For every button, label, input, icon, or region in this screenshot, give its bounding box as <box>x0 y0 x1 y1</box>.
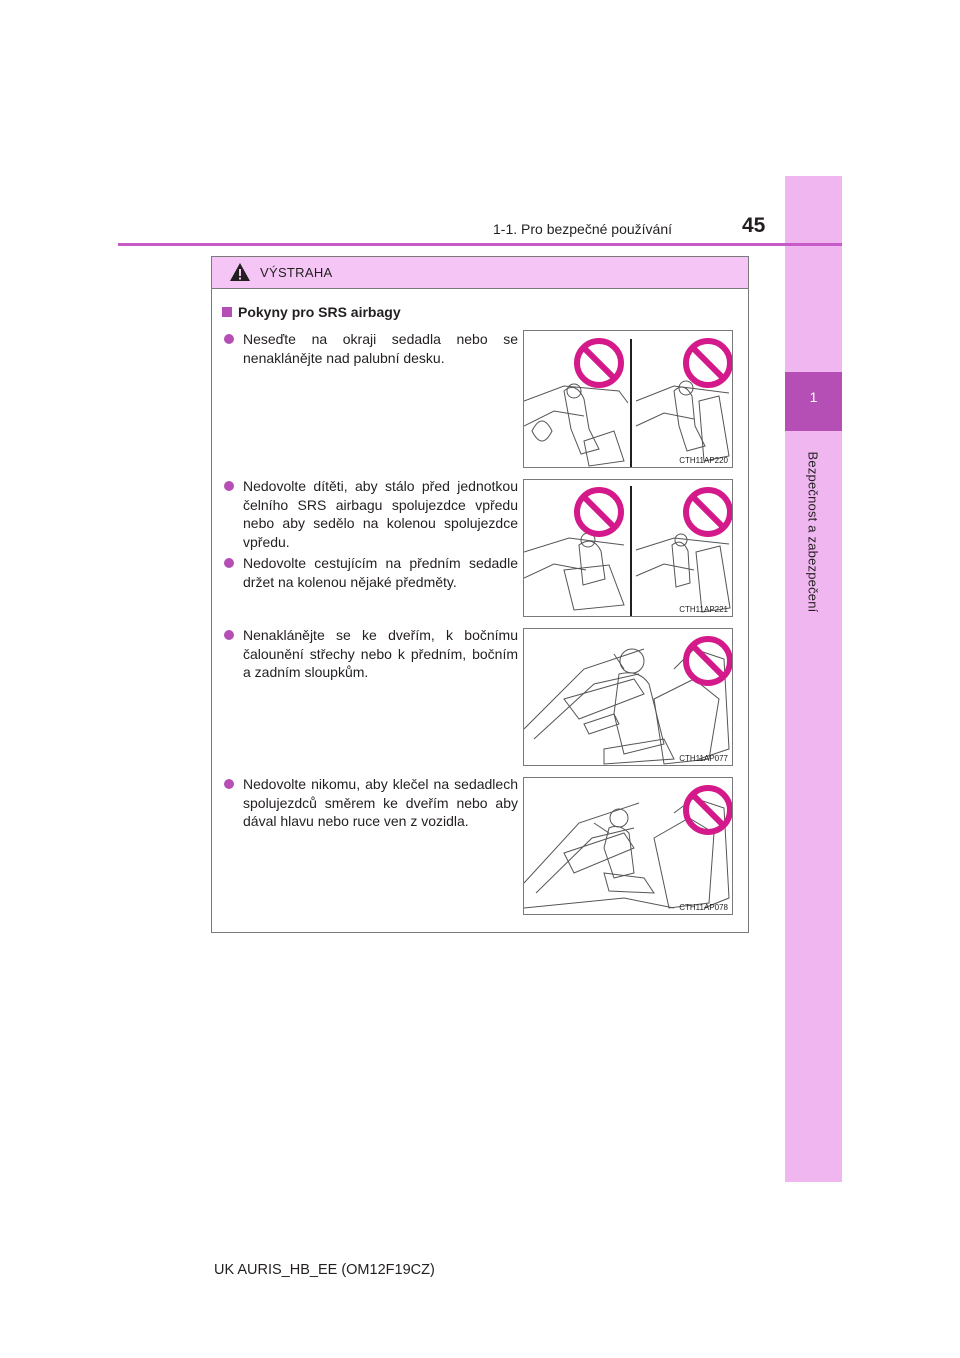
illustration-drawing <box>524 629 733 766</box>
warning-triangle-icon <box>229 262 251 282</box>
list-item <box>224 626 518 682</box>
illustration-leaning-over-dashboard <box>523 330 733 468</box>
page-number: 45 <box>742 214 766 237</box>
figure-code: CTH11AP077 <box>679 754 728 763</box>
list-item-text: Nedovolte nikomu, aby klečel na sedadlech spolujezdců směrem ke dveřím nebo aby dával hlavu nebo ruce ven z vozidla. <box>243 776 518 829</box>
warning-box <box>211 256 749 933</box>
list-item-text: Nedovolte dítěti, aby stálo před jednotkou čelního SRS airbagu spolujezdce vpředu nebo aby sedělo na kolenou spolujezdce vpředu. <box>243 478 518 550</box>
chapter-number: 1 <box>809 389 818 405</box>
figure-code: CTH11AP221 <box>679 605 728 614</box>
prohibition-icon <box>577 341 621 385</box>
list-item <box>224 477 518 551</box>
illustration-leaning-on-door <box>523 628 733 766</box>
prohibition-icon <box>686 639 730 683</box>
prohibition-icon <box>577 490 621 534</box>
bullet-dot-icon <box>224 334 234 344</box>
list-item-text: Nedovolte cestujícím na předním sedadle držet na kolenou nějaké předměty. <box>243 555 518 590</box>
square-bullet-icon <box>222 307 232 317</box>
list-item <box>224 330 518 367</box>
bullet-dot-icon <box>224 630 234 640</box>
bullet-dot-icon <box>224 558 234 568</box>
illustration-child-front-seat <box>523 479 733 617</box>
figure-code: CTH11AP220 <box>679 456 728 465</box>
list-item-text: Nenaklánějte se ke dveřím, k bočnímu čalounění střechy nebo k předním, bočním a zadním sloupkům. <box>243 627 518 680</box>
section-heading <box>222 304 401 320</box>
illustration-drawing <box>524 480 733 617</box>
bullet-dot-icon <box>224 481 234 491</box>
illustration-drawing <box>524 331 733 468</box>
chapter-side-tab <box>785 176 842 1182</box>
figure-code: CTH11AP078 <box>679 903 728 912</box>
list-item-text: Neseďte na okraji sedadla nebo se nenaklánějte nad palubní desku. <box>243 331 518 366</box>
bullet-dot-icon <box>224 779 234 789</box>
warning-title: VÝSTRAHA <box>260 265 333 280</box>
prohibition-icon <box>686 788 730 832</box>
warning-header <box>212 257 748 289</box>
section-title: 1-1. Pro bezpečné používání <box>493 221 673 237</box>
illustration-drawing <box>524 778 733 915</box>
model-code: UK AURIS_HB_EE (OM12F19CZ) <box>214 1262 435 1278</box>
section-heading-text: Pokyny pro SRS airbagy <box>238 304 401 320</box>
list-item <box>224 554 518 591</box>
list-item <box>224 775 518 831</box>
prohibition-icon <box>686 490 730 534</box>
header-rule <box>118 243 842 246</box>
illustration-kneeling-on-seat <box>523 777 733 915</box>
chapter-label: Bezpečnost a zabezpečení <box>805 451 821 613</box>
prohibition-icon <box>686 341 730 385</box>
